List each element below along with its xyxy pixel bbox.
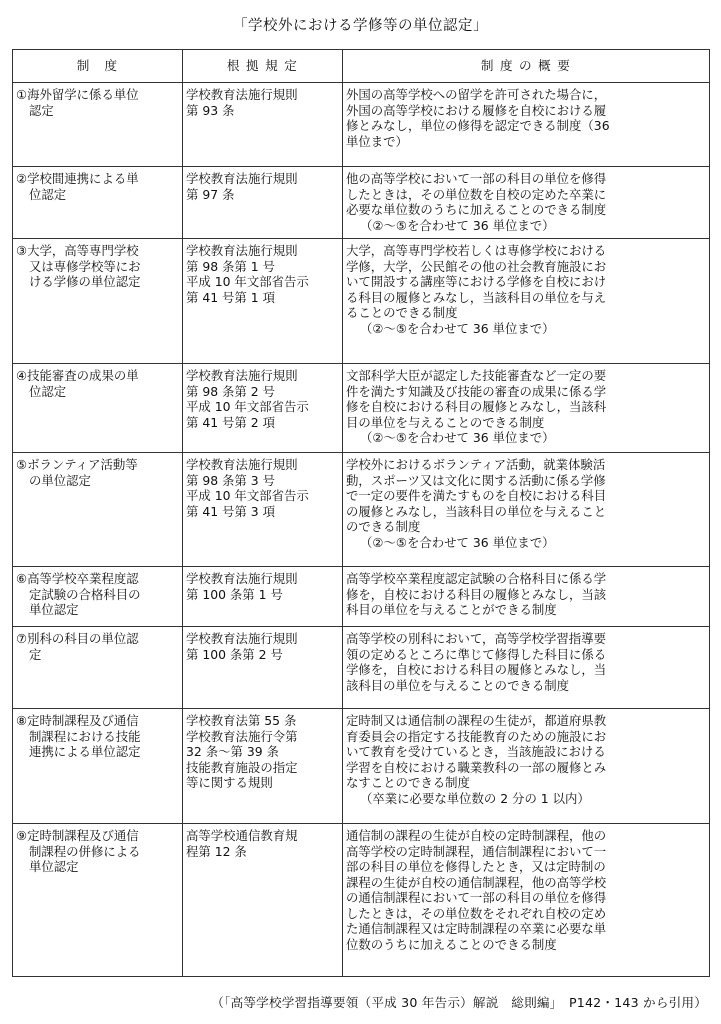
table-row <box>13 83 710 167</box>
basis-line: 学校教育法施行規則 <box>186 87 298 102</box>
cell-summary <box>343 709 710 824</box>
summary-line: た通信制課程又は定時制課程の卒業に必要な単 <box>346 921 607 936</box>
cell-summary <box>343 453 710 567</box>
basis-line: 技能教育施設の指定 <box>186 759 298 775</box>
summary-line: 単位まで） <box>346 133 408 149</box>
system-line: ける学修の単位認定 <box>29 274 141 289</box>
summary-line: 高等学校卒業程度認定試験の合格科目に係る学 <box>346 571 607 586</box>
system-line: 連携による単位認定 <box>29 744 141 759</box>
summary-line: 修を，自校における科目の履修とみなし，当該 <box>346 586 607 602</box>
cell-system <box>13 567 183 627</box>
system-line: ⑧定時制課程及び通信 <box>16 713 139 728</box>
basis-line: 第 100 条第 1 号 <box>186 586 283 602</box>
cell-summary <box>343 167 710 239</box>
summary-line: で一定の要件を満たすものを自校における科目 <box>346 488 607 503</box>
basis-line: 等に関する規則 <box>186 775 273 790</box>
cell-system <box>13 453 183 567</box>
summary-line: 学校外におけるボランティア活動，就業体験活 <box>346 457 606 472</box>
basis-line: 学校教育法第 55 条 <box>186 713 297 728</box>
basis-line: 平成 10 年文部省告示 <box>186 399 309 414</box>
system-line: ①海外留学に係る単位 <box>16 87 139 102</box>
cell-basis <box>183 824 343 977</box>
basis-line: 平成 10 年文部省告示 <box>186 488 309 503</box>
summary-line: 修とみなし，単位の修得を認定できる制度（36 <box>346 118 610 133</box>
source-citation: （「高等学校学習指導要領（平成 30 年告示）解説 総則編」 P142・143 から引用） <box>211 995 707 1010</box>
basis-line: 平成 10 年文部省告示 <box>186 274 309 289</box>
summary-line: 定時制又は通信制の課程の生徒が，都道府県教 <box>346 713 607 728</box>
summary-line: の通信制課程において一部の科目の単位を修得 <box>346 890 607 905</box>
summary-line: いて開設する講座等における学修を自校におけ <box>346 274 607 289</box>
summary-line: 通信制の課程の生徒が自校の定時制課程，他の <box>346 828 607 843</box>
page-title: 「学校外における学修等の単位認定」 <box>233 18 488 34</box>
cell-basis <box>183 453 343 567</box>
basis-line: 第 41 号第 3 項 <box>186 503 275 519</box>
cell-basis <box>183 364 343 453</box>
header-basis: 根 拠 規 定 <box>183 50 343 83</box>
table-row <box>13 627 710 709</box>
table-row <box>13 167 710 239</box>
credit-recognition-table <box>12 49 710 977</box>
summary-line: 該科目の単位を与えることのできる制度 <box>346 677 570 693</box>
summary-line: 件を満たす知識及び技能の審査の成果に係る学 <box>346 383 607 399</box>
basis-line: 第 93 条 <box>186 102 235 118</box>
summary-note: （卒業に必要な単位数の 2 分の 1 以内） <box>360 790 590 806</box>
basis-line: 学校教育法施行令第 <box>186 728 298 744</box>
summary-line: 文部科学大臣が認定した技能審査など一定の要 <box>346 368 607 383</box>
summary-note: （②～⑤を合わせて 36 単位まで） <box>360 320 555 336</box>
summary-line: 必要な単位数のうちに加えることのできる制度 <box>346 202 607 217</box>
system-line: ⑦別科の科目の単位認 <box>16 631 139 646</box>
table-row <box>13 364 710 453</box>
cell-system <box>13 824 183 977</box>
table-row <box>13 453 710 567</box>
summary-line: 育委員会の指定する技能教育のための施設にお <box>346 728 607 744</box>
cell-summary <box>343 627 710 709</box>
cell-basis <box>183 709 343 824</box>
header-system: 制 度 <box>13 50 183 83</box>
system-line: ④技能審査の成果の単 <box>16 368 139 383</box>
cell-basis <box>183 167 343 239</box>
cell-basis <box>183 83 343 167</box>
basis-line: 32 条～第 39 条 <box>186 744 279 759</box>
system-line: 定試験の合格科目の <box>29 586 141 602</box>
system-line: 単位認定 <box>29 859 79 874</box>
system-line: ③大学，高等専門学校 <box>16 243 139 258</box>
cell-basis <box>183 627 343 709</box>
cell-summary <box>343 824 710 977</box>
basis-line: 第 97 条 <box>186 186 235 202</box>
cell-summary <box>343 239 710 364</box>
summary-line: 学修を，自校における科目の履修とみなし，当 <box>346 662 607 677</box>
cell-system <box>13 83 183 167</box>
cell-summary <box>343 83 710 167</box>
basis-line: 第 41 号第 2 項 <box>186 414 275 430</box>
summary-line: 外国の高等学校への留学を許可された場合に， <box>346 87 607 102</box>
summary-line: 科目の単位を与えることができる制度 <box>346 602 557 617</box>
cell-basis <box>183 239 343 364</box>
cell-summary <box>343 567 710 627</box>
summary-line: 部の科目の単位を修得したとき，又は定時制の <box>346 859 606 874</box>
basis-line: 第 98 条第 2 号 <box>186 383 275 399</box>
summary-line: 修を自校における科目の履修とみなし，当該科 <box>346 399 607 414</box>
basis-line: 高等学校通信教育規 <box>186 828 298 843</box>
summary-line: のできる制度 <box>346 519 421 534</box>
system-line: 定 <box>29 646 42 662</box>
system-line: ⑥高等学校卒業程度認 <box>16 571 139 586</box>
summary-line: 動，スポーツ又は文化に関する活動に係る学修 <box>346 472 606 488</box>
summary-line: 学習を自校における職業教科の一部の履修とみ <box>346 759 607 775</box>
cell-summary <box>343 364 710 453</box>
basis-line: 学校教育法施行規則 <box>186 171 298 186</box>
summary-line: なすことのできる制度 <box>346 775 470 790</box>
header-summary: 制 度 の 概 要 <box>343 50 710 83</box>
cell-system <box>13 364 183 453</box>
system-line: 位認定 <box>29 186 67 202</box>
system-line: 単位認定 <box>29 602 79 617</box>
table-row <box>13 239 710 364</box>
cell-system <box>13 239 183 364</box>
table-row <box>13 709 710 824</box>
basis-line: 学校教育法施行規則 <box>186 368 298 383</box>
system-line: の単位認定 <box>29 472 91 488</box>
summary-line: の履修とみなし，当該科目の単位を与えること <box>346 503 607 519</box>
basis-line: 学校教育法施行規則 <box>186 457 298 472</box>
basis-line: 学校教育法施行規則 <box>186 243 298 258</box>
summary-line: 目の単位を与えることのできる制度 <box>346 414 545 430</box>
system-line: 制課程の併修による <box>29 843 141 859</box>
basis-line: 程第 12 条 <box>186 843 247 859</box>
summary-line: したときは，その単位数をそれぞれ自校の定め <box>346 905 607 921</box>
summary-note: （②～⑤を合わせて 36 単位まで） <box>360 534 555 550</box>
basis-line: 第 98 条第 3 号 <box>186 472 275 488</box>
system-line: ⑤ボランティア活動等 <box>16 457 138 472</box>
summary-line: 領の定めるところに準じて修得した科目に係る <box>346 646 607 662</box>
system-line: 制課程における技能 <box>29 728 141 744</box>
summary-line: 大学，高等専門学校若しくは専修学校における <box>346 243 607 258</box>
summary-line: る科目の履修とみなし，当該科目の単位を与え <box>346 289 607 305</box>
summary-line: 課程の生徒が自校の通信制課程，他の高等学校 <box>346 874 607 890</box>
summary-line: ることのできる制度 <box>346 305 458 320</box>
system-line: ⑨定時制課程及び通信 <box>16 828 139 843</box>
basis-line: 学校教育法施行規則 <box>186 571 298 586</box>
cell-basis <box>183 567 343 627</box>
table-row <box>13 567 710 627</box>
table-header-row <box>13 50 710 83</box>
system-line: 位認定 <box>29 383 67 399</box>
summary-line: 外国の高等学校における履修を自校における履 <box>346 102 607 118</box>
basis-line: 第 41 号第 1 項 <box>186 289 275 305</box>
system-line: 又は専修学校等にお <box>29 258 141 274</box>
summary-line: 高等学校の定時制課程，通信制課程において一 <box>346 843 607 859</box>
table-row <box>13 824 710 977</box>
summary-line: したときは，その単位数を自校の定めた卒業に <box>346 186 607 202</box>
basis-line: 学校教育法施行規則 <box>186 631 298 646</box>
summary-line: 学修，大学，公民館その他の社会教育施設にお <box>346 258 607 274</box>
system-line: 認定 <box>29 102 54 118</box>
summary-note: （②～⑤を合わせて 36 単位まで） <box>360 217 555 233</box>
basis-line: 第 98 条第 1 号 <box>186 258 275 274</box>
basis-line: 第 100 条第 2 号 <box>186 646 283 662</box>
system-line: ②学校間連携による単 <box>16 171 139 186</box>
summary-note: （②～⑤を合わせて 36 単位まで） <box>360 430 555 445</box>
summary-line: 高等学校の別科において，高等学校学習指導要 <box>346 631 606 646</box>
summary-line: 他の高等学校において一部の科目の単位を修得 <box>346 171 607 186</box>
cell-system <box>13 709 183 824</box>
cell-system <box>13 627 183 709</box>
cell-system <box>13 167 183 239</box>
summary-line: いて教育を受けているとき，当該施設における <box>346 744 606 759</box>
summary-line: 位数のうちに加えることのできる制度 <box>346 936 557 952</box>
